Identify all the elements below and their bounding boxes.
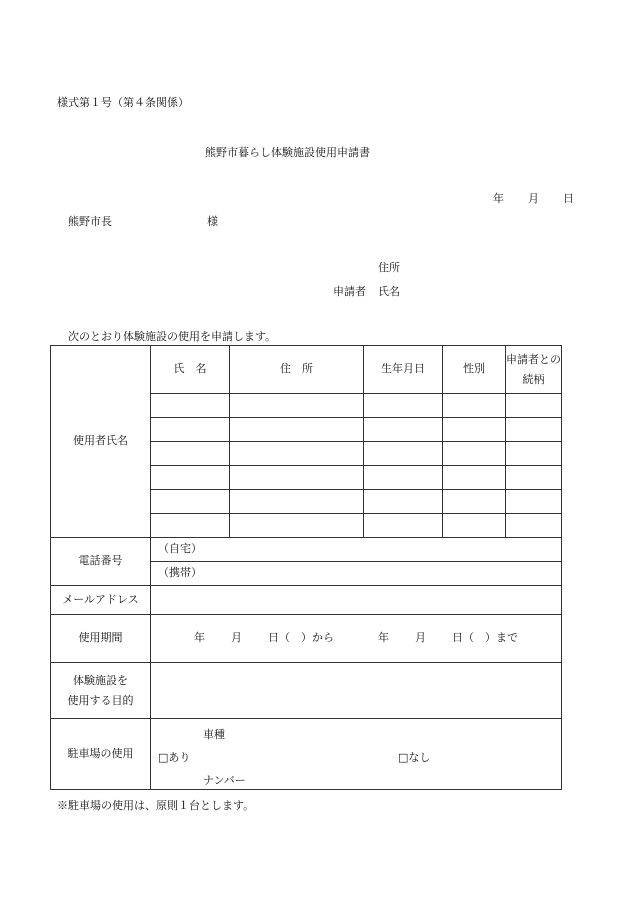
cell-birthdate[interactable] xyxy=(364,418,443,442)
purpose-label xyxy=(51,663,151,719)
addressee-honorific: 様 xyxy=(207,215,218,228)
cell-name[interactable] xyxy=(151,514,230,538)
period-day-2: 日（ ）まで xyxy=(452,631,518,645)
phone-mobile-field[interactable]: （携帯） xyxy=(151,562,562,586)
applicant-address-label: 住所 xyxy=(378,261,400,274)
period-day-1: 日（ ）から xyxy=(268,631,334,645)
cell-name[interactable] xyxy=(151,442,230,466)
period-year-1: 年 xyxy=(194,631,205,645)
addressee-name: 熊野市長 xyxy=(68,215,112,228)
purpose-label-line-1: 体験施設を xyxy=(73,673,128,687)
applicant-role-label: 申請者 xyxy=(333,285,366,298)
cell-birthdate[interactable] xyxy=(364,442,443,466)
cell-birthdate[interactable] xyxy=(364,394,443,418)
cell-relation[interactable] xyxy=(506,466,562,490)
cell-address[interactable] xyxy=(230,514,364,538)
date-day[interactable]: 日 xyxy=(563,192,574,205)
period-label: 使用期間 xyxy=(51,615,151,663)
cell-address[interactable] xyxy=(230,418,364,442)
car-type-label: 車種 xyxy=(203,728,225,741)
cell-birthdate[interactable] xyxy=(364,490,443,514)
period-year-2: 年 xyxy=(378,631,389,645)
cell-birthdate[interactable] xyxy=(364,466,443,490)
phone-label: 電話番号 xyxy=(51,538,151,586)
col-header-name: 氏 名 xyxy=(151,346,230,394)
car-number-label: ナンバー xyxy=(203,774,246,787)
users-label: 使用者氏名 xyxy=(51,346,151,538)
cell-address[interactable] xyxy=(230,490,364,514)
cell-gender[interactable] xyxy=(443,442,506,466)
email-label: メールアドレス xyxy=(51,586,151,615)
cell-relation[interactable] xyxy=(506,442,562,466)
cell-address[interactable] xyxy=(230,466,364,490)
cell-birthdate[interactable] xyxy=(364,514,443,538)
date-month[interactable]: 月 xyxy=(528,192,539,205)
period-field[interactable] xyxy=(151,615,562,663)
col-header-birthdate: 生年月日 xyxy=(364,346,443,394)
parking-no-checkbox[interactable]: □なし xyxy=(398,751,431,764)
form-title: 熊野市暮らし体験施設使用申請書 xyxy=(205,146,370,159)
purpose-field[interactable] xyxy=(151,663,562,719)
cell-gender[interactable] xyxy=(443,418,506,442)
parking-yes-checkbox[interactable]: □あり xyxy=(158,751,191,764)
cell-name[interactable] xyxy=(151,466,230,490)
application-table xyxy=(50,345,562,790)
period-month-1: 月 xyxy=(231,631,242,645)
cell-name[interactable] xyxy=(151,490,230,514)
period-month-2: 月 xyxy=(415,631,426,645)
phone-home-field[interactable]: （自宅） xyxy=(151,538,562,562)
date-year[interactable]: 年 xyxy=(493,192,504,205)
intro-text: 次のとおり体験施設の使用を申請します。 xyxy=(68,330,277,343)
col-header-address: 住 所 xyxy=(230,346,364,394)
cell-gender[interactable] xyxy=(443,466,506,490)
purpose-label-line-2: 使用する目的 xyxy=(67,693,134,707)
cell-address[interactable] xyxy=(230,394,364,418)
cell-gender[interactable] xyxy=(443,514,506,538)
cell-relation[interactable] xyxy=(506,394,562,418)
cell-relation[interactable] xyxy=(506,418,562,442)
cell-name[interactable] xyxy=(151,394,230,418)
cell-gender[interactable] xyxy=(443,394,506,418)
cell-name[interactable] xyxy=(151,418,230,442)
col-header-gender: 性別 xyxy=(443,346,506,394)
parking-note: ※駐車場の使用は、原則１台とします。 xyxy=(57,799,255,812)
applicant-name-label: 氏名 xyxy=(378,285,400,298)
parking-field xyxy=(151,719,562,790)
cell-relation[interactable] xyxy=(506,514,562,538)
cell-gender[interactable] xyxy=(443,490,506,514)
email-field[interactable] xyxy=(151,586,562,615)
form-number: 様式第１号（第４条関係） xyxy=(57,96,189,109)
col-header-relation: 申請者との続柄 xyxy=(506,346,562,394)
cell-address[interactable] xyxy=(230,442,364,466)
cell-relation[interactable] xyxy=(506,490,562,514)
parking-label: 駐車場の使用 xyxy=(51,719,151,790)
